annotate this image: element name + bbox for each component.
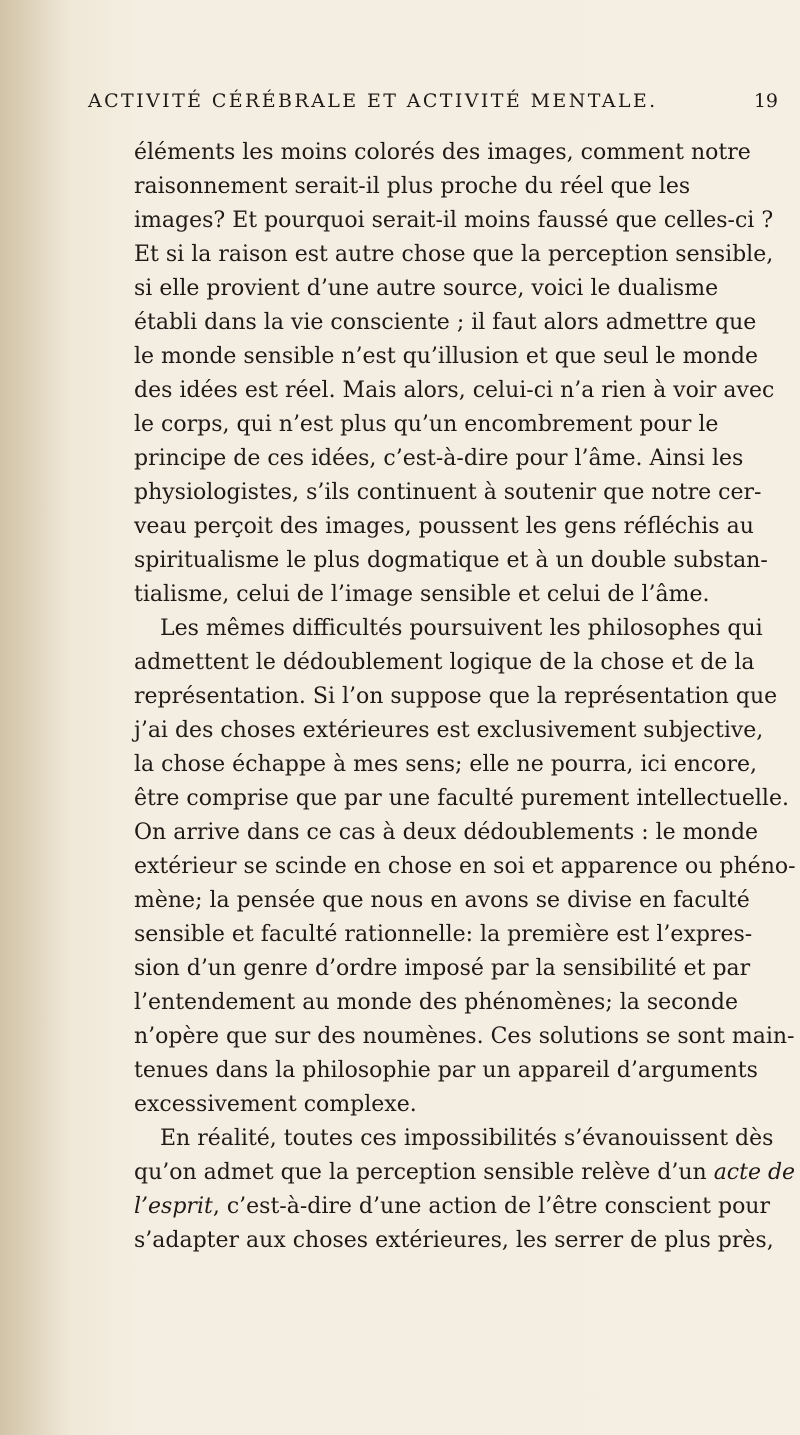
text-line: sion d’un genre d’ordre imposé par la sensibilité et par <box>134 956 751 981</box>
text-line: représentation. Si l’on suppose que la représentation que <box>134 684 778 709</box>
text-line: admettent le dédoublement logique de la chose et de la <box>134 650 755 675</box>
text-line: le monde sensible n’est qu’illusion et que seul le monde <box>134 344 758 369</box>
text-line: le corps, qui n’est plus qu’un encombrement pour le <box>134 412 719 437</box>
text-line-with-italic <box>134 1190 784 1224</box>
text-line: tialisme, celui de l’image sensible et celui de l’âme. <box>134 582 710 607</box>
italic-phrase: l’esprit <box>134 1194 213 1219</box>
text-line: extérieur se scinde en chose en soi et apparence ou phéno- <box>134 854 796 879</box>
text-segment: , c’est-à-dire d’une action de l’être conscient pour <box>212 1194 770 1219</box>
text-line: principe de ces idées, c’est-à-dire pour l’âme. Ainsi les <box>134 446 744 471</box>
text-line: j’ai des choses extérieures est exclusivement subjective, <box>134 718 764 743</box>
page-gutter-shadow <box>0 0 70 1435</box>
text-line: mène; la pensée que nous en avons se divise en faculté <box>134 888 750 913</box>
text-line: excessivement complexe. <box>134 1092 417 1117</box>
text-line: établi dans la vie consciente ; il faut alors admettre que <box>134 310 757 335</box>
text-line: si elle provient d’une autre source, voici le dualisme <box>134 276 719 301</box>
running-title: ACTIVITÉ CÉRÉBRALE ET ACTIVITÉ MENTALE. <box>88 90 658 112</box>
paragraph-start-line: Les mêmes difficultés poursuivent les philosophes qui <box>160 616 763 641</box>
running-header <box>88 86 778 116</box>
text-line: l’entendement au monde des phénomènes; la seconde <box>134 990 739 1015</box>
text-line-with-italic <box>134 1156 796 1190</box>
text-line: tenues dans la philosophie par un appareil d’arguments <box>134 1058 758 1083</box>
text-line: physiologistes, s’ils continuent à soutenir que notre cer- <box>134 480 762 505</box>
italic-phrase: acte de <box>713 1160 796 1185</box>
text-line: éléments les moins colorés des images, comment notre <box>134 140 751 165</box>
text-line: des idées est réel. Mais alors, celui-ci n’a rien à voir avec <box>134 378 775 403</box>
text-segment: qu’on admet que la perception sensible relève d’un <box>134 1160 714 1185</box>
text-line: la chose échappe à mes sens; elle ne pourra, ici encore, <box>134 752 758 777</box>
text-line: On arrive dans ce cas à deux dédoublements : le monde <box>134 820 759 845</box>
text-line: n’opère que sur des noumènes. Ces solutions se sont main- <box>134 1024 795 1049</box>
page-number: 19 <box>753 90 778 112</box>
text-line: être comprise que par une faculté purement intellectuelle. <box>134 786 789 811</box>
paragraph-start-line: En réalité, toutes ces impossibilités s’évanouissent dès <box>160 1126 774 1151</box>
text-line: raisonnement serait-il plus proche du réel que les <box>134 174 691 199</box>
text-line: sensible et faculté rationnelle: la première est l’expres- <box>134 922 753 947</box>
text-line: s’adapter aux choses extérieures, les serrer de plus près, <box>134 1228 774 1253</box>
text-line: spiritualisme le plus dogmatique et à un double substan- <box>134 548 768 573</box>
text-line: Et si la raison est autre chose que la perception sensible, <box>134 242 774 267</box>
text-line: images? Et pourquoi serait-il moins faussé que celles-ci ? <box>134 208 774 233</box>
text-line: veau perçoit des images, poussent les gens réfléchis au <box>134 514 754 539</box>
